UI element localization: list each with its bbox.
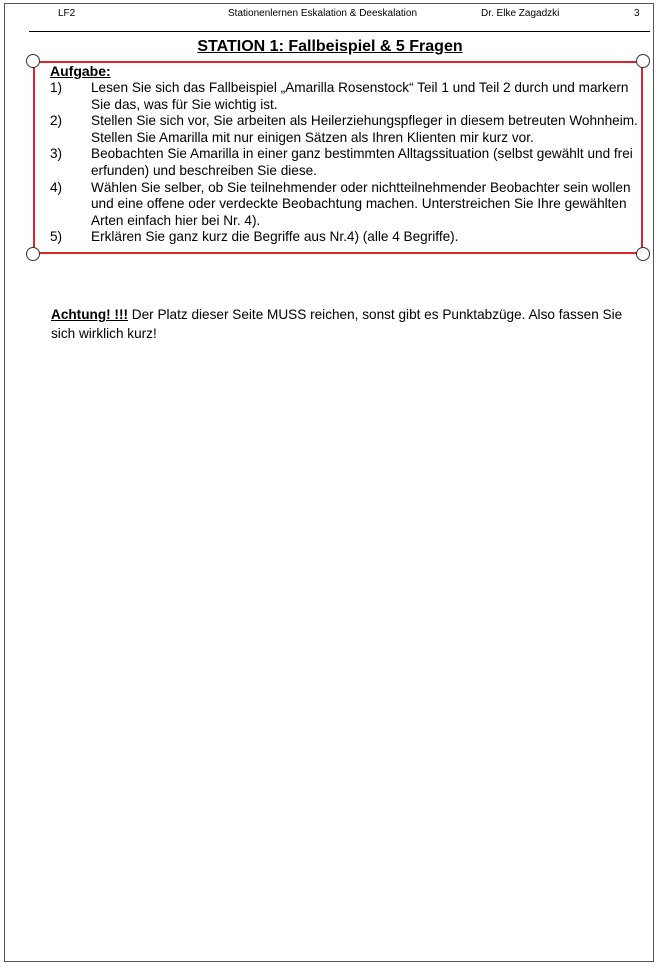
- resize-handle-bottom-right[interactable]: [636, 247, 650, 261]
- task-item-text: Lesen Sie sich das Fallbeispiel „Amarilla Rosenstock“ Teil 1 und Teil 2 durch und markern Sie das, was für Sie wichtig ist.: [91, 80, 629, 112]
- resize-handle-top-left[interactable]: [26, 54, 40, 68]
- task-list: [50, 80, 645, 246]
- task-item-3: [50, 146, 645, 179]
- task-item-number: 5): [50, 229, 63, 245]
- task-item-number: 2): [50, 113, 63, 129]
- task-item-1: [50, 80, 645, 113]
- header-page-number: 3: [634, 8, 640, 19]
- task-item-number: 4): [50, 179, 63, 195]
- header-rule: [29, 31, 650, 32]
- header-author: Dr. Elke Zagadzki: [481, 8, 560, 19]
- header-document-title: Stationenlernen Eskalation & Deeskalation: [228, 8, 418, 19]
- task-item-text: Stellen Sie sich vor, Sie arbeiten als Heilerziehungspfleger in diesem betreuten Wohnheim. Stellen Sie Amarilla mit nur einigen Sätzen als Ihren Klienten mir kurz vor.: [91, 113, 638, 145]
- warning-lead: Achtung! !!!: [51, 307, 129, 322]
- task-item-4: [50, 180, 645, 230]
- task-heading: Aufgabe:: [50, 63, 111, 79]
- resize-handle-bottom-left[interactable]: [26, 247, 40, 261]
- task-item-5: [50, 229, 645, 246]
- resize-handle-top-right[interactable]: [636, 54, 650, 68]
- task-item-2: [50, 113, 645, 146]
- task-item-text: Beobachten Sie Amarilla in einer ganz bestimmten Alltagssituation (selbst gewählt und frei erfunden) und beschreiben Sie diese.: [91, 146, 633, 178]
- warning-note: [51, 305, 641, 343]
- warning-text: Der Platz dieser Seite MUSS reichen, sonst gibt es Punktabzüge. Also fassen Sie sich wirklich kurz!: [51, 307, 623, 341]
- station-title: STATION 1: Fallbeispiel & 5 Fragen: [197, 38, 463, 55]
- task-item-number: 1): [50, 80, 63, 95]
- task-item-number: 3): [50, 146, 63, 162]
- header-course-code: LF2: [58, 8, 76, 19]
- task-item-text: Erklären Sie ganz kurz die Begriffe aus Nr.4) (alle 4 Begriffe).: [91, 229, 459, 245]
- task-item-text: Wählen Sie selber, ob Sie teilnehmender oder nichtteilnehmender Beobachter sein wollen und eine offene oder verdeckte Beobachtung machen. Unterstreichen Sie Ihre gewählten Arten einfach hier bei Nr. 4).: [91, 179, 631, 228]
